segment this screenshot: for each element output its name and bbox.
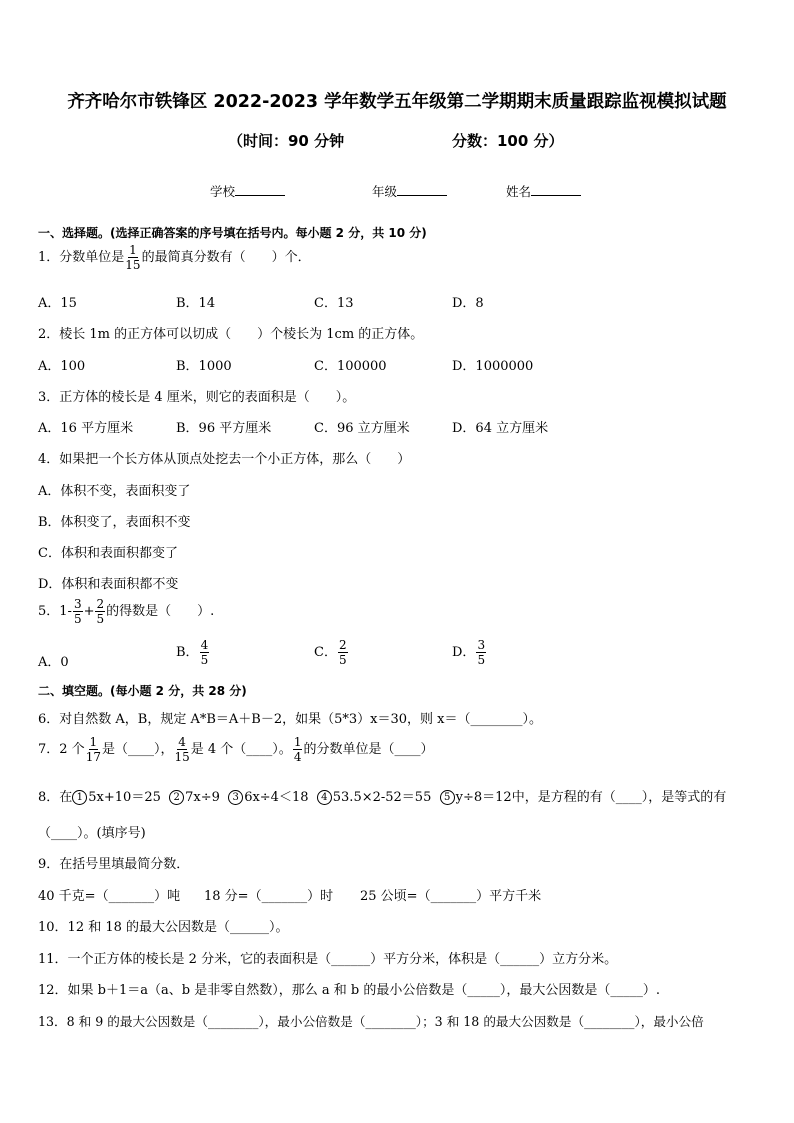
q8-mark-5: 5 [440, 790, 455, 805]
q8-mark-3: 3 [228, 790, 243, 805]
question-9: 9．在括号里填最简分数． [38, 857, 190, 872]
q8-line-2: （____）。(填序号) [38, 826, 146, 841]
q7-text-c: 是 4 个（____）。 [190, 742, 292, 757]
q4-option-d: D．体积和表面积都不变 [38, 577, 179, 592]
q5-b-den: 5 [200, 653, 209, 667]
q5-option-c-fraction [338, 639, 348, 666]
q7-f2-den: 15 [174, 750, 190, 764]
q1-fraction-den: 15 [125, 258, 141, 272]
school-field [210, 182, 285, 200]
question-1 [38, 244, 311, 271]
q5-option-b-fraction [200, 639, 210, 666]
q5-text-pre: 5．1- [38, 604, 72, 619]
q9-item-3: 25 公顷=（_______）平方千米 [360, 889, 542, 904]
question-4: 4．如果把一个长方体从顶点处挖去一个小正方体，那么（ ） [38, 452, 411, 467]
question-5 [38, 598, 214, 625]
q5-b-num: 4 [200, 638, 209, 652]
grade-blank [397, 182, 447, 196]
q9-item-1: 40 千克=（_______）吨 [38, 889, 181, 904]
q8-item-3: 6x÷4＜18 [244, 790, 309, 805]
q8-text-pre: 8．在 [38, 790, 73, 805]
q5-option-a: A．0 [38, 655, 69, 670]
section1-heading: 一、选择题。(选择正确答案的序号填在括号内。每小题 2 分，共 10 分) [38, 226, 427, 240]
q1-option-d: D．8 [452, 296, 484, 311]
score-label: 分数：100 分） [452, 132, 564, 150]
q8-mark-1: 1 [72, 790, 87, 805]
q5-option-d-fraction [476, 639, 486, 666]
q5-option-c-label: C． [314, 645, 337, 660]
school-blank [235, 182, 285, 196]
q3-option-b: B．96 平方厘米 [176, 421, 272, 436]
q1-fraction-num: 1 [129, 243, 137, 257]
q7-f3-num: 1 [293, 735, 302, 749]
q8-item-4: 53.5×2-52＝55 [332, 790, 432, 805]
q7-f1-den: 17 [85, 750, 101, 764]
q8-item-2: 7x÷9 [185, 790, 220, 805]
question-10: 10．12 和 18 的最大公因数是（______）。 [38, 920, 289, 935]
q3-option-d: D．64 立方厘米 [452, 421, 549, 436]
name-field [506, 182, 581, 200]
q4-option-a: A．体积不变，表面积变了 [38, 484, 191, 499]
q1-option-a: A．15 [38, 296, 77, 311]
grade-field [372, 182, 447, 200]
q7-f3-den: 4 [293, 750, 302, 764]
q5-option-d-label: D． [452, 645, 476, 660]
q2-option-b: B．1000 [176, 359, 232, 374]
q5-f1-num: 3 [73, 597, 82, 611]
q1-option-c: C．13 [314, 296, 354, 311]
question-3: 3．正方体的棱长是 4 厘米，则它的表面积是（ ）。 [38, 390, 356, 405]
q7-text-a: 7．2 个 [38, 742, 85, 757]
school-label: 学校 [210, 184, 236, 199]
q5-c-den: 5 [338, 653, 347, 667]
q1-option-b: B．14 [176, 296, 216, 311]
q5-plus: + [83, 604, 95, 619]
q3-option-a: A．16 平方厘米 [38, 421, 134, 436]
q2-option-d: D．1000000 [452, 359, 534, 374]
q1-text-pre: 1．分数单位是 [38, 250, 125, 265]
q9-item-2: 18 分=（_______）时 [204, 889, 334, 904]
q5-d-den: 5 [477, 653, 486, 667]
q4-option-c: C．体积和表面积都变了 [38, 546, 178, 561]
q8-item-1: 5x+10＝25 [88, 790, 161, 805]
name-label: 姓名 [506, 184, 532, 199]
q5-option-b [176, 639, 210, 666]
q8-text-post: 中，是方程的有（____），是等式的有 [511, 790, 727, 805]
question-8 [38, 786, 726, 805]
q5-f2-den: 5 [96, 612, 105, 626]
q8-item-5: y÷8＝12 [455, 790, 512, 805]
q8-mark-2: 2 [169, 790, 184, 805]
q7-fraction-3 [293, 736, 303, 763]
section2-heading: 二、填空题。(每小题 2 分，共 28 分) [38, 684, 247, 698]
q5-fraction-2 [95, 598, 105, 625]
q5-option-b-label: B． [176, 645, 199, 660]
page-title: 齐齐哈尔市铁锋区 2022-2023 学年数学五年级第二学期期末质量跟踪监视模拟试题 [67, 92, 727, 112]
q7-text-b: 是（____）， [101, 742, 174, 757]
question-7 [38, 736, 433, 763]
grade-label: 年级 [372, 184, 398, 199]
q7-fraction-1 [86, 736, 101, 763]
q4-option-b: B．体积变了，表面积不变 [38, 515, 191, 530]
q5-c-num: 2 [338, 638, 347, 652]
q7-text-d: 的分数单位是（____） [303, 742, 434, 757]
q1-text-post: 的最简真分数有（ ）个． [141, 250, 311, 265]
q1-fraction [125, 244, 140, 271]
time-label: （时间：90 分钟 [228, 132, 345, 150]
q7-f1-num: 1 [89, 735, 98, 749]
q3-option-c: C．96 立方厘米 [314, 421, 410, 436]
question-13: 13．8 和 9 的最大公因数是（________），最小公倍数是（________）；3 和 18 的最大公因数是（________），最小公倍 [38, 1014, 704, 1029]
q2-option-c: C．100000 [314, 359, 387, 374]
q5-d-num: 3 [477, 638, 486, 652]
q5-text-post: 的得数是（ ）. [106, 604, 215, 619]
q5-option-d [452, 639, 487, 666]
question-11: 11．一个正方体的棱长是 2 分米，它的表面积是（______）平方分米，体积是（______）立方分米。 [38, 952, 618, 967]
question-2: 2．棱长 1m 的正方体可以切成（ ）个棱长为 1cm 的正方体。 [38, 327, 424, 342]
q5-f2-num: 2 [96, 597, 105, 611]
q5-fraction-1 [73, 598, 83, 625]
q7-f2-num: 4 [178, 735, 186, 749]
q7-fraction-2 [174, 736, 189, 763]
q8-mark-4: 4 [317, 790, 332, 805]
name-blank [531, 182, 581, 196]
q5-option-c [314, 639, 349, 666]
q2-option-a: A．100 [38, 359, 86, 374]
question-12: 12．如果 b＋1＝a（a、b 是非零自然数），那么 a 和 b 的最小公倍数是（_____），最大公因数是（_____）. [38, 983, 660, 998]
q5-f1-den: 5 [73, 612, 82, 626]
question-6: 6．对自然数 A，B，规定 A*B＝A＋B－2，如果（5*3）x＝30，则 x＝（________）。 [38, 712, 543, 727]
